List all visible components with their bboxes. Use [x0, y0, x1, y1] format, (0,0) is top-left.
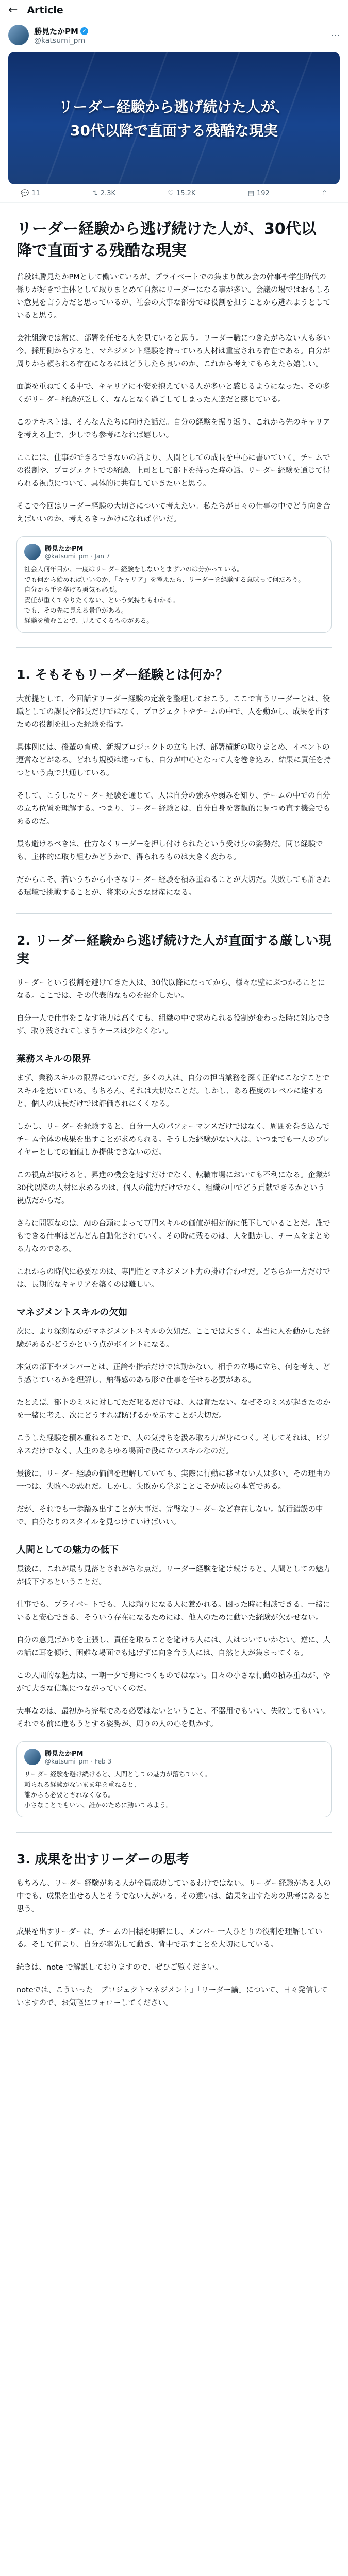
intro-paragraph: このテキストは、そんな人たちに向けた話だ。自分の経験を振り返り、これから先のキャリアを考える上で、少しでも参考になれば嬉しい。 [16, 418, 330, 439]
intro-paragraph: 会社組織では常に、部署を任せる人を見ていると思う。リーダー職につきたがらない人も多い今、採用側からすると、マネジメント経験を持っている人材は重宝される存在である。自分が周りから頼られる存在になるにはどうしたら良いのか、これから考えてもらえたら嬉しい。 [16, 334, 330, 368]
paragraph: もちろん、リーダー経験がある人が全員成功しているわけではない。リーダー経験がある人の中でも、成果を出せる人とそうでない人がいる。その違いは、結果を出すための思考にあると思う。 [16, 1879, 331, 1913]
paragraph: この視点が抜けると、昇進の機会を逃すだけでなく、転職市場においても不利になる。企業が30代以降の人材に求めるのは、個人の能力だけでなく、組織の中でどう貢献できるかという視点だからだ。 [16, 1171, 330, 1205]
like-stat[interactable] [168, 190, 195, 197]
section-divider [16, 1832, 332, 1833]
paragraph: まず、業務スキルの限界についてだ。多くの人は、自分の担当業務を深く正確にこなすことでスキルを磨いている。もちろん、それは大切なことだ。しかし、ある程度のレベルに達すると、個人の成長だけでは評価されにくくなる。 [16, 1074, 330, 1108]
paragraph: 自分一人で仕事をこなす能力は高くても、組織の中で求められる役割が変わった時に対応できず、取り残されてしまうケースは少なくない。 [16, 1014, 330, 1036]
views-icon: ▤ [247, 190, 254, 197]
repost-icon: ⇅ [92, 190, 98, 197]
paragraph: こうした経験を積み重ねることで、人の気持ちを汲み取る力が身につく。そしてそれは、ビジネスだけでなく、人生のあらゆる場面で役に立つスキルなのだ。 [16, 1434, 330, 1455]
embedded-post-handle: @katsumi_pm · Jan 7 [45, 553, 110, 560]
embedded-post-header [24, 1748, 324, 1765]
section-heading: 2. リーダー経験から逃げ続けた人が直面する厳しい現実 [16, 933, 332, 966]
engagement-bar [0, 184, 348, 203]
embedded-post-text: 社会人何年目か、一度はリーダー経験をしないとまずいのは分かっている。 でも何から始めればいいのか、「キャリア」を考えたら、リーダーを経験する意味って何だろう。 自分から手を挙げる勇気も必要。 責任が重くてやりたくない、という気持ちもわかる。 でも、その先に見える景色がある。 経験を積むことで、見えてくるものがある。 [24, 565, 305, 624]
paragraph: リーダーという役割を避けてきた人は、30代以降になってから、様々な壁にぶつかることになる。ここでは、その代表的なものを紹介したい。 [16, 979, 325, 1000]
share-icon: ⇧ [322, 190, 327, 197]
intro-paragraph: そこで今回はリーダー経験の大切さについて考えたい。私たちが日々の仕事の中でどう向き合えばいいのか、考えるきっかけになれば幸いだ。 [16, 502, 330, 523]
paragraph: 大事なのは、最初から完璧である必要はないということ。不器用でもいい、失敗してもいい。それでも前に進もうとする姿勢が、周りの人の心を動かす。 [16, 1707, 330, 1728]
paragraph: noteでは、こういった「プロジェクトマネジメント」「リーダー論」について、日々発信していますので、お気軽にフォローしてください。 [16, 1986, 328, 2007]
paragraph: この人間的な魅力は、一朝一夕で身につくものではない。日々の小さな行動の積み重ねが、やがて大きな信頼につながっていくのだ。 [16, 1672, 330, 1693]
embedded-post-handle: @katsumi_pm · Feb 3 [45, 1758, 112, 1765]
reply-count: 11 [31, 190, 40, 197]
paragraph: 仕事でも、プライベートでも、人は頼りになる人に惹かれる。困った時に相談できる、一緒にいると安心できる、そういう存在になるためには、他人のために動いた経験が欠かせない。 [16, 1601, 330, 1622]
embedded-post-header [24, 543, 324, 560]
paragraph: 最も避けるべきは、仕方なくリーダーを押し付けられたという受け身の姿勢だ。同じ経験でも、主体的に取り組むかどうかで、得られるものは大きく変わる。 [16, 840, 323, 861]
section-divider [16, 647, 332, 648]
subsection-heading: マネジメントスキルの欠如 [16, 1307, 128, 1318]
hero-image [8, 52, 340, 184]
author-handle: @katsumi_pm [34, 36, 86, 45]
like-count: 15.2K [176, 190, 196, 197]
embedded-post[interactable] [16, 536, 332, 633]
paragraph: 自分の意見ばかりを主張し、責任を取ることを避ける人には、人はついていかない。逆に、人の話に耳を傾け、困難な場面でも逃げずに向き合う人には、自然と人が集まってくる。 [16, 1636, 330, 1657]
paragraph: 続きは、note で解説しておりますので、ぜひご覧ください。 [16, 1963, 223, 1972]
hero-title-line-2: 30代以降で直面する残酷な現実 [70, 122, 278, 139]
avatar [24, 544, 41, 560]
intro-paragraph: 面談を重ねてくる中で、キャリアに不安を抱えている人が多いと感じるようになった。その多くがリーダー経験が乏しく、なんとなく過ごしてしまった人達だと感じている。 [16, 383, 330, 404]
avatar [24, 1749, 41, 1765]
header-title: Article [27, 5, 63, 16]
paragraph: だからこそ、若いうちから小さなリーダー経験を積み重ねることが大切だ。失敗しても許される環境で挑戦することが、将来の大きな財産になる。 [16, 876, 330, 897]
section-heading: 3. 成果を出すリーダーの思考 [16, 1852, 189, 1867]
article-body [0, 218, 348, 2010]
repost-stat[interactable] [92, 190, 115, 197]
views-stat[interactable] [248, 190, 270, 197]
paragraph: 成果を出すリーダーは、チームの目標を明確にし、メンバー一人ひとりの役割を理解している。そして何より、自分が率先して動き、背中で示すことを大切にしている。 [16, 1928, 322, 1949]
subsection-heading: 人間としての魅力の低下 [16, 1545, 119, 1555]
paragraph: たとえば、部下のミスに対してただ叱るだけでは、人は育たない。なぜそのミスが起きたのかを一緒に考え、次にどうすれば防げるかを示すことが大切だ。 [16, 1399, 330, 1420]
embedded-post-author: 勝見たかPM [45, 1750, 84, 1758]
author-name-line [34, 26, 88, 37]
author-row [0, 21, 348, 52]
paragraph: 最後に、リーダー経験の価値を理解していても、実際に行動に移せない人は多い。その理由の一つは、失敗への恐れだ。しかし、失敗から学ぶことこそが成長の本質である。 [16, 1470, 330, 1491]
more-options-icon[interactable]: ⋯ [330, 29, 340, 41]
subsection-heading: 業務スキルの限界 [16, 1054, 91, 1064]
paragraph: だが、それでも一歩踏み出すことが大事だ。完璧なリーダーなど存在しない。試行錯誤の中で、自分なりのスタイルを見つけていけばいい。 [16, 1505, 323, 1527]
intro-paragraph: ここには、仕事ができるできないの話より、人間としての成長を中心に書いていく。チームでの役割や、プロジェクトでの経験、上司として部下を持った時の話。リーダー経験を通じて得られる視点について、具体的に共有していきたいと思う。 [16, 454, 330, 488]
verified-badge-icon: ✓ [80, 27, 88, 35]
paragraph: これからの時代に必要なのは、専門性とマネジメント力の掛け合わせだ。どちらか一方だけでは、長期的なキャリアを築くのは難しい。 [16, 1268, 330, 1289]
hero-title-line-1: リーダー経験から逃げ続けた人が、 [58, 98, 290, 115]
back-arrow-icon[interactable]: ← [8, 4, 18, 16]
author-name[interactable]: 勝見たかPM [34, 26, 78, 36]
section-heading: 1. そもそもリーダー経験とは何か？ [16, 667, 228, 682]
embedded-post[interactable] [16, 1741, 332, 1817]
avatar[interactable] [8, 25, 29, 45]
intro-paragraph: 普段は勝見たかPMとして働いているが、プライベートでの集まり飲み会の幹事や学生時代の係りが好きで主体として取りまとめて自然にリーダーになる事が多い。会議の場ではおもしろい意見を言う方だと思っているが、社会の大事な部分では役割を担うことから逃れようとしていると思う。 [16, 273, 330, 320]
repost-count: 2.3K [100, 190, 116, 197]
share-stat[interactable] [322, 190, 327, 197]
paragraph: 次に、より深刻なのがマネジメントスキルの欠如だ。ここでは大きく、本当に人を動かした経験があるかどうかという点がポイントになる。 [16, 1328, 330, 1349]
reply-stat[interactable] [21, 190, 40, 197]
view-count: 192 [256, 190, 270, 197]
embedded-post-text: リーダー経験を避け続けると、人間としての魅力が落ちていく。 頼られる経験がないまま年を重ねると、 誰からも必要とされなくなる。 小さなことでもいい、誰かのために動いてみよう。 [24, 1770, 211, 1809]
paragraph: さらに問題なのは、AIの台頭によって専門スキルの価値が相対的に低下していることだ。誰でもできる仕事はどんどん自動化されていく。その時に残るのは、人を動かし、チームをまとめる力なのである。 [16, 1219, 330, 1253]
paragraph: そして、こうしたリーダー経験を通じて、人は自分の強みや弱みを知り、チームの中での自分の立ち位置を理解する。つまり、リーダー経験とは、自分自身を客観的に見つめ直す機会でもあるのだ。 [16, 792, 330, 826]
article-title: リーダー経験から逃げ続けた人が、30代以降で直面する残酷な現実 [16, 220, 317, 260]
paragraph: 最後に、これが最も見落とされがちな点だ。リーダー経験を避け続けると、人間としての魅力が低下するということだ。 [16, 1565, 330, 1586]
reply-icon: 💬 [21, 190, 29, 197]
paragraph: しかし、リーダーを経験すると、自分一人のパフォーマンスだけではなく、周囲を巻き込んでチーム全体の成果を出すことが求められる。そうした経験がない人は、いつまでも一人のプレイヤーとしての価値しか提供できないのだ。 [16, 1123, 330, 1157]
top-bar [0, 0, 348, 21]
heart-icon: ♡ [168, 190, 174, 197]
embedded-post-author: 勝見たかPM [45, 545, 84, 553]
section-divider [16, 913, 332, 914]
paragraph: 大前提として、今回話すリーダー経験の定義を整理しておこう。ここで言うリーダーとは、役職としての課長や部長だけではなく、プロジェクトやチームの中で、人を動かし、成果を出すための役割を担った経験を指す。 [16, 695, 330, 729]
paragraph: 本気の部下やメンバーとは、正論や指示だけでは動かない。相手の立場に立ち、何を考え、どう感じているかを理解し、納得感のある形で仕事を任せる必要がある。 [16, 1363, 330, 1384]
paragraph: 具体例には、後輩の育成、新規プロジェクトの立ち上げ、部署横断の取りまとめ、イベントの運営などがある。どれも規模は違っても、自分が中心となって人を巻き込み、結果に責任を持つという点で共通している。 [16, 743, 331, 777]
